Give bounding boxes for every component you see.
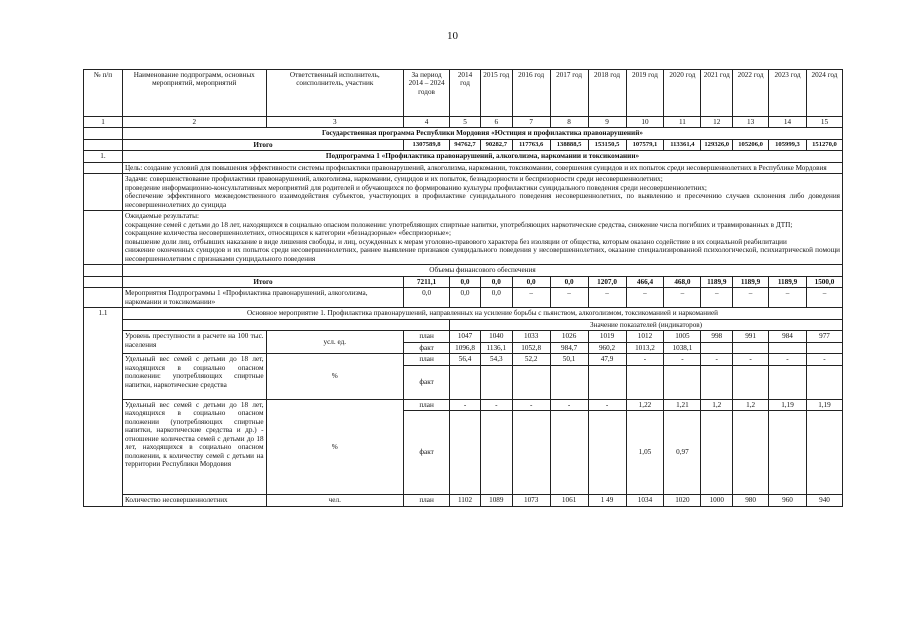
plan-value: 1005 — [664, 331, 701, 342]
subtotal-value: 1207,0 — [588, 276, 626, 287]
subtotal-value: 7211,1 — [404, 276, 450, 287]
measures-value: – — [626, 288, 664, 308]
total-value: 113361,4 — [664, 139, 701, 150]
indicator-unit: % — [266, 354, 403, 399]
indicator-unit: усл. ед. — [266, 331, 403, 354]
plan-value: - — [450, 399, 481, 410]
fact-label: факт — [404, 411, 450, 495]
measures-value: – — [806, 288, 842, 308]
measures-value: – — [550, 288, 588, 308]
fact-value: 984,7 — [550, 342, 588, 353]
header-year: 2019 год — [626, 70, 664, 117]
subprogram-number: 1. — [84, 151, 123, 162]
indicator-name: Удельный вес семей с детьми до 18 лет, находящихся в социально опасном положении: употребляющих спиртные напитки, наркотические средства — [122, 354, 266, 399]
plan-value: - — [626, 354, 664, 365]
program-total-row — [84, 139, 843, 150]
fact-value: 1096,8 — [450, 342, 481, 353]
subprogram-tasks-row — [84, 174, 843, 211]
subprogram-goal: Цель: создание условий для повышения эффективности системы профилактики правонарушений, алкоголизма, наркомании, токсикомании, совершения суицидов и их попыток среди несовершеннолетних в Республике Мордовия — [122, 162, 842, 173]
fact-value: 1038,1 — [664, 342, 701, 353]
subprogram-title: Подпрограмма 1 «Профилактика правонарушений, алкоголизма, наркомании и токсикомании» — [122, 151, 842, 162]
plan-value: 56,4 — [450, 354, 481, 365]
plan-value: 1033 — [512, 331, 550, 342]
total-value: 94762,7 — [450, 139, 481, 150]
fact-value — [701, 411, 733, 495]
header-year: 2021 год — [701, 70, 733, 117]
column-number: 13 — [733, 117, 769, 128]
fact-value: 0,97 — [664, 411, 701, 495]
plan-value: - — [480, 399, 512, 410]
subtotal-value: 1189,9 — [769, 276, 807, 287]
column-number: 3 — [266, 117, 403, 128]
plan-label: план — [404, 399, 450, 410]
subtotal-value: 468,0 — [664, 276, 701, 287]
task-line: Задачи: совершенствование профилактики правонарушений, алкоголизма, наркомании, суицидов и их попыток, безнадзорности и беспризорности среди несовершеннолетних; — [124, 175, 663, 184]
header-year: 2017 год — [550, 70, 588, 117]
main-measure-row — [84, 308, 843, 319]
plan-value: 52,2 — [512, 354, 550, 365]
header-year: 2024 год — [806, 70, 842, 117]
fact-label: факт — [404, 342, 450, 353]
header-name: Наименование подпрограмм, основных мероприятий, мероприятий — [122, 70, 266, 117]
plan-value: 1089 — [480, 495, 512, 506]
total-value: 129326,0 — [701, 139, 733, 150]
page-number: 10 — [447, 30, 458, 42]
measures-value: – — [701, 288, 733, 308]
plan-value: - — [512, 399, 550, 410]
plan-label: план — [404, 331, 450, 342]
plan-value: 1073 — [512, 495, 550, 506]
table-header-row — [84, 70, 843, 117]
subtotal-value: 0,0 — [512, 276, 550, 287]
plan-value: 940 — [806, 495, 842, 506]
column-number: 2 — [122, 117, 266, 128]
indicator-plan-row — [84, 495, 843, 506]
subtotal-value: 1189,9 — [701, 276, 733, 287]
fact-value — [769, 342, 807, 353]
column-number: 15 — [806, 117, 842, 128]
plan-label: план — [404, 354, 450, 365]
fact-value — [450, 411, 481, 495]
total-value: 107579,1 — [626, 139, 664, 150]
column-number-row — [84, 117, 843, 128]
fact-value: 1013,2 — [626, 342, 664, 353]
subprogram-title-row — [84, 151, 843, 162]
column-number: 5 — [450, 117, 481, 128]
plan-value: 1,22 — [626, 399, 664, 410]
plan-value: 1012 — [626, 331, 664, 342]
column-number: 7 — [512, 117, 550, 128]
plan-value: 54,3 — [480, 354, 512, 365]
header-year: 2023 год — [769, 70, 807, 117]
main-measure-number: 1.1 — [84, 308, 123, 506]
fact-value — [806, 342, 842, 353]
plan-value: 991 — [733, 331, 769, 342]
column-number: 14 — [769, 117, 807, 128]
indicator-name: Количество несовершеннолетних — [122, 495, 266, 506]
plan-value: 998 — [701, 331, 733, 342]
measures-value: 0,0 — [404, 288, 450, 308]
column-number: 1 — [84, 117, 123, 128]
plan-value: 1047 — [450, 331, 481, 342]
plan-value: - — [769, 354, 807, 365]
fact-value: 1052,8 — [512, 342, 550, 353]
measures-label: Мероприятия Подпрограммы 1 «Профилактика правонарушений, алкоголизма, наркомании и токсикомании» — [122, 288, 403, 308]
plan-value: - — [588, 399, 626, 410]
fact-value — [588, 411, 626, 495]
main-measure-title: Основное мероприятие 1. Профилактика правонарушений, направленных на усиление борьбы с пьянством, алкоголизмом, токсикоманией и наркоманией — [122, 308, 842, 319]
header-year: 2014 год — [450, 70, 481, 117]
indicator-plan-row — [84, 399, 843, 410]
fact-value — [550, 411, 588, 495]
total-value: 117763,6 — [512, 139, 550, 150]
task-line: проведение информационно-консультативных мероприятий для родителей и обучающихся по формированию культуры профилактики суицидального поведения среди несовершеннолетних; — [124, 183, 707, 192]
measures-value: – — [733, 288, 769, 308]
result-line: повышение доли лиц, отбывших наказание в виде лишения свободы, и лиц, осужденных к мерам уголовно-правового характера без изоляции от общества, которым оказано содействие в их социальной реабилитации — [124, 237, 787, 246]
task-line: обеспечение эффективного межведомственного взаимодействия субъектов, участвующих в профилактике суицидального поведения несовершеннолетних, по выявлению и пресечению случаев склонения либо доведения несовершеннолетних до суицида — [124, 192, 840, 209]
program-total-label: Итого — [122, 139, 403, 150]
plan-value: 1,2 — [733, 399, 769, 410]
subprogram-results — [122, 211, 842, 265]
finance-title-row — [84, 265, 843, 276]
plan-value: - — [733, 354, 769, 365]
fact-value: 960,2 — [588, 342, 626, 353]
subprogram-total-label: Итого — [122, 276, 403, 287]
indicator-plan-row — [84, 331, 843, 342]
plan-value: - — [664, 354, 701, 365]
measures-row — [84, 288, 843, 308]
plan-value: 980 — [733, 495, 769, 506]
program-title: Государственная программа Республики Мордовия «Юстиция и профилактика правонарушений» — [122, 128, 842, 139]
fact-value: 1,05 — [626, 411, 664, 495]
column-number: 12 — [701, 117, 733, 128]
fact-value — [512, 411, 550, 495]
plan-value: 1102 — [450, 495, 481, 506]
subprogram-results-row — [84, 211, 843, 265]
indicator-plan-row — [84, 354, 843, 365]
fact-value: 1136,1 — [480, 342, 512, 353]
plan-value: 1000 — [701, 495, 733, 506]
header-executor: Ответственный исполнитель, соисполнитель, участник — [266, 70, 403, 117]
total-value: 138888,5 — [550, 139, 588, 150]
fact-value — [701, 342, 733, 353]
result-line: Ожидаемые результаты: — [124, 212, 200, 221]
plan-value: 47,9 — [588, 354, 626, 365]
total-value: 153150,5 — [588, 139, 626, 150]
plan-value: - — [701, 354, 733, 365]
subprogram-tasks — [122, 174, 842, 211]
header-year: 2016 год — [512, 70, 550, 117]
plan-value: 1,21 — [664, 399, 701, 410]
subprogram-goal-row — [84, 162, 843, 173]
fact-value — [480, 411, 512, 495]
indicator-name: Удельный вес семей с детьми до 18 лет, находящихся в социально опасном положении (употребляющих спиртные напитки, наркотические средства и др.) - отношение количества семей с детьми до 18 лет, находящихся в социально опасном положении, к количеству семей с детьми на территории Республики Мордовия — [122, 399, 266, 494]
plan-value: 1040 — [480, 331, 512, 342]
header-year: 2015 год — [480, 70, 512, 117]
plan-value: 1019 — [588, 331, 626, 342]
fact-label: факт — [404, 365, 450, 399]
plan-value: 1,19 — [769, 399, 807, 410]
column-number: 9 — [588, 117, 626, 128]
indicator-unit: чел. — [266, 495, 403, 506]
measures-value: – — [664, 288, 701, 308]
fact-value — [806, 411, 842, 495]
measures-value: – — [512, 288, 550, 308]
indicator-name: Уровень преступности в расчете на 100 тыс. населения — [122, 331, 266, 354]
subtotal-value: 0,0 — [550, 276, 588, 287]
measures-value: – — [769, 288, 807, 308]
header-np: № п/п — [84, 70, 123, 117]
plan-value: 1061 — [550, 495, 588, 506]
indicators-title-row — [84, 319, 843, 330]
header-year: 2018 год — [588, 70, 626, 117]
result-line: сокращение количества несовершеннолетних, относящихся к категории «безнадзорные» «беспризорные»; — [124, 229, 451, 238]
plan-value: 1,19 — [806, 399, 842, 410]
column-number: 6 — [480, 117, 512, 128]
plan-value: 50,1 — [550, 354, 588, 365]
column-number: 8 — [550, 117, 588, 128]
indicator-unit: % — [266, 399, 403, 494]
measures-value: – — [588, 288, 626, 308]
subtotal-value: 1189,9 — [733, 276, 769, 287]
header-period: За период 2014 – 2024 годов — [404, 70, 450, 117]
total-value: 105999,3 — [769, 139, 807, 150]
subtotal-value: 1500,0 — [806, 276, 842, 287]
finance-title: Объемы финансового обеспечения — [122, 265, 842, 276]
measures-value: 0,0 — [480, 288, 512, 308]
plan-value: 1,2 — [701, 399, 733, 410]
plan-label: план — [404, 495, 450, 506]
program-table — [83, 69, 843, 507]
subtotal-value: 466,4 — [626, 276, 664, 287]
plan-value: 1034 — [626, 495, 664, 506]
fact-value — [733, 342, 769, 353]
plan-value: - — [806, 354, 842, 365]
plan-value: 1026 — [550, 331, 588, 342]
subtotal-value: 0,0 — [450, 276, 481, 287]
fact-value — [733, 411, 769, 495]
plan-value: 960 — [769, 495, 807, 506]
indicators-title: Значение показателей (индикаторов) — [450, 319, 843, 330]
total-value: 105206,0 — [733, 139, 769, 150]
column-number: 10 — [626, 117, 664, 128]
program-title-row — [84, 128, 843, 139]
plan-value: 1 49 — [588, 495, 626, 506]
total-value: 151270,0 — [806, 139, 842, 150]
header-year: 2020 год — [664, 70, 701, 117]
total-value: 1307589,8 — [404, 139, 450, 150]
header-year: 2022 год — [733, 70, 769, 117]
plan-value: 1020 — [664, 495, 701, 506]
result-line: снижение оконченных суицидов и их попыток среди несовершеннолетних, раннее выявление признаков суицидального поведения у несовершеннолетних, оказание специализированной психологической, психиатрической помощи несовершеннолетним с признаками суицидального поведения — [124, 246, 840, 263]
column-number: 4 — [404, 117, 450, 128]
plan-value: 977 — [806, 331, 842, 342]
plan-value: - — [550, 399, 588, 410]
plan-value: 984 — [769, 331, 807, 342]
measures-value: 0,0 — [450, 288, 481, 308]
fact-value — [769, 411, 807, 495]
subtotal-value: 0,0 — [480, 276, 512, 287]
column-number: 11 — [664, 117, 701, 128]
subprogram-total-row — [84, 276, 843, 287]
result-line: сокращение семей с детьми до 18 лет, находящихся в социально опасном положении: употребляющих спиртные напитки, употребляющих наркотические средства, снижение числа погибших и травмированных в ДТП; — [124, 220, 793, 229]
total-value: 90282,7 — [480, 139, 512, 150]
